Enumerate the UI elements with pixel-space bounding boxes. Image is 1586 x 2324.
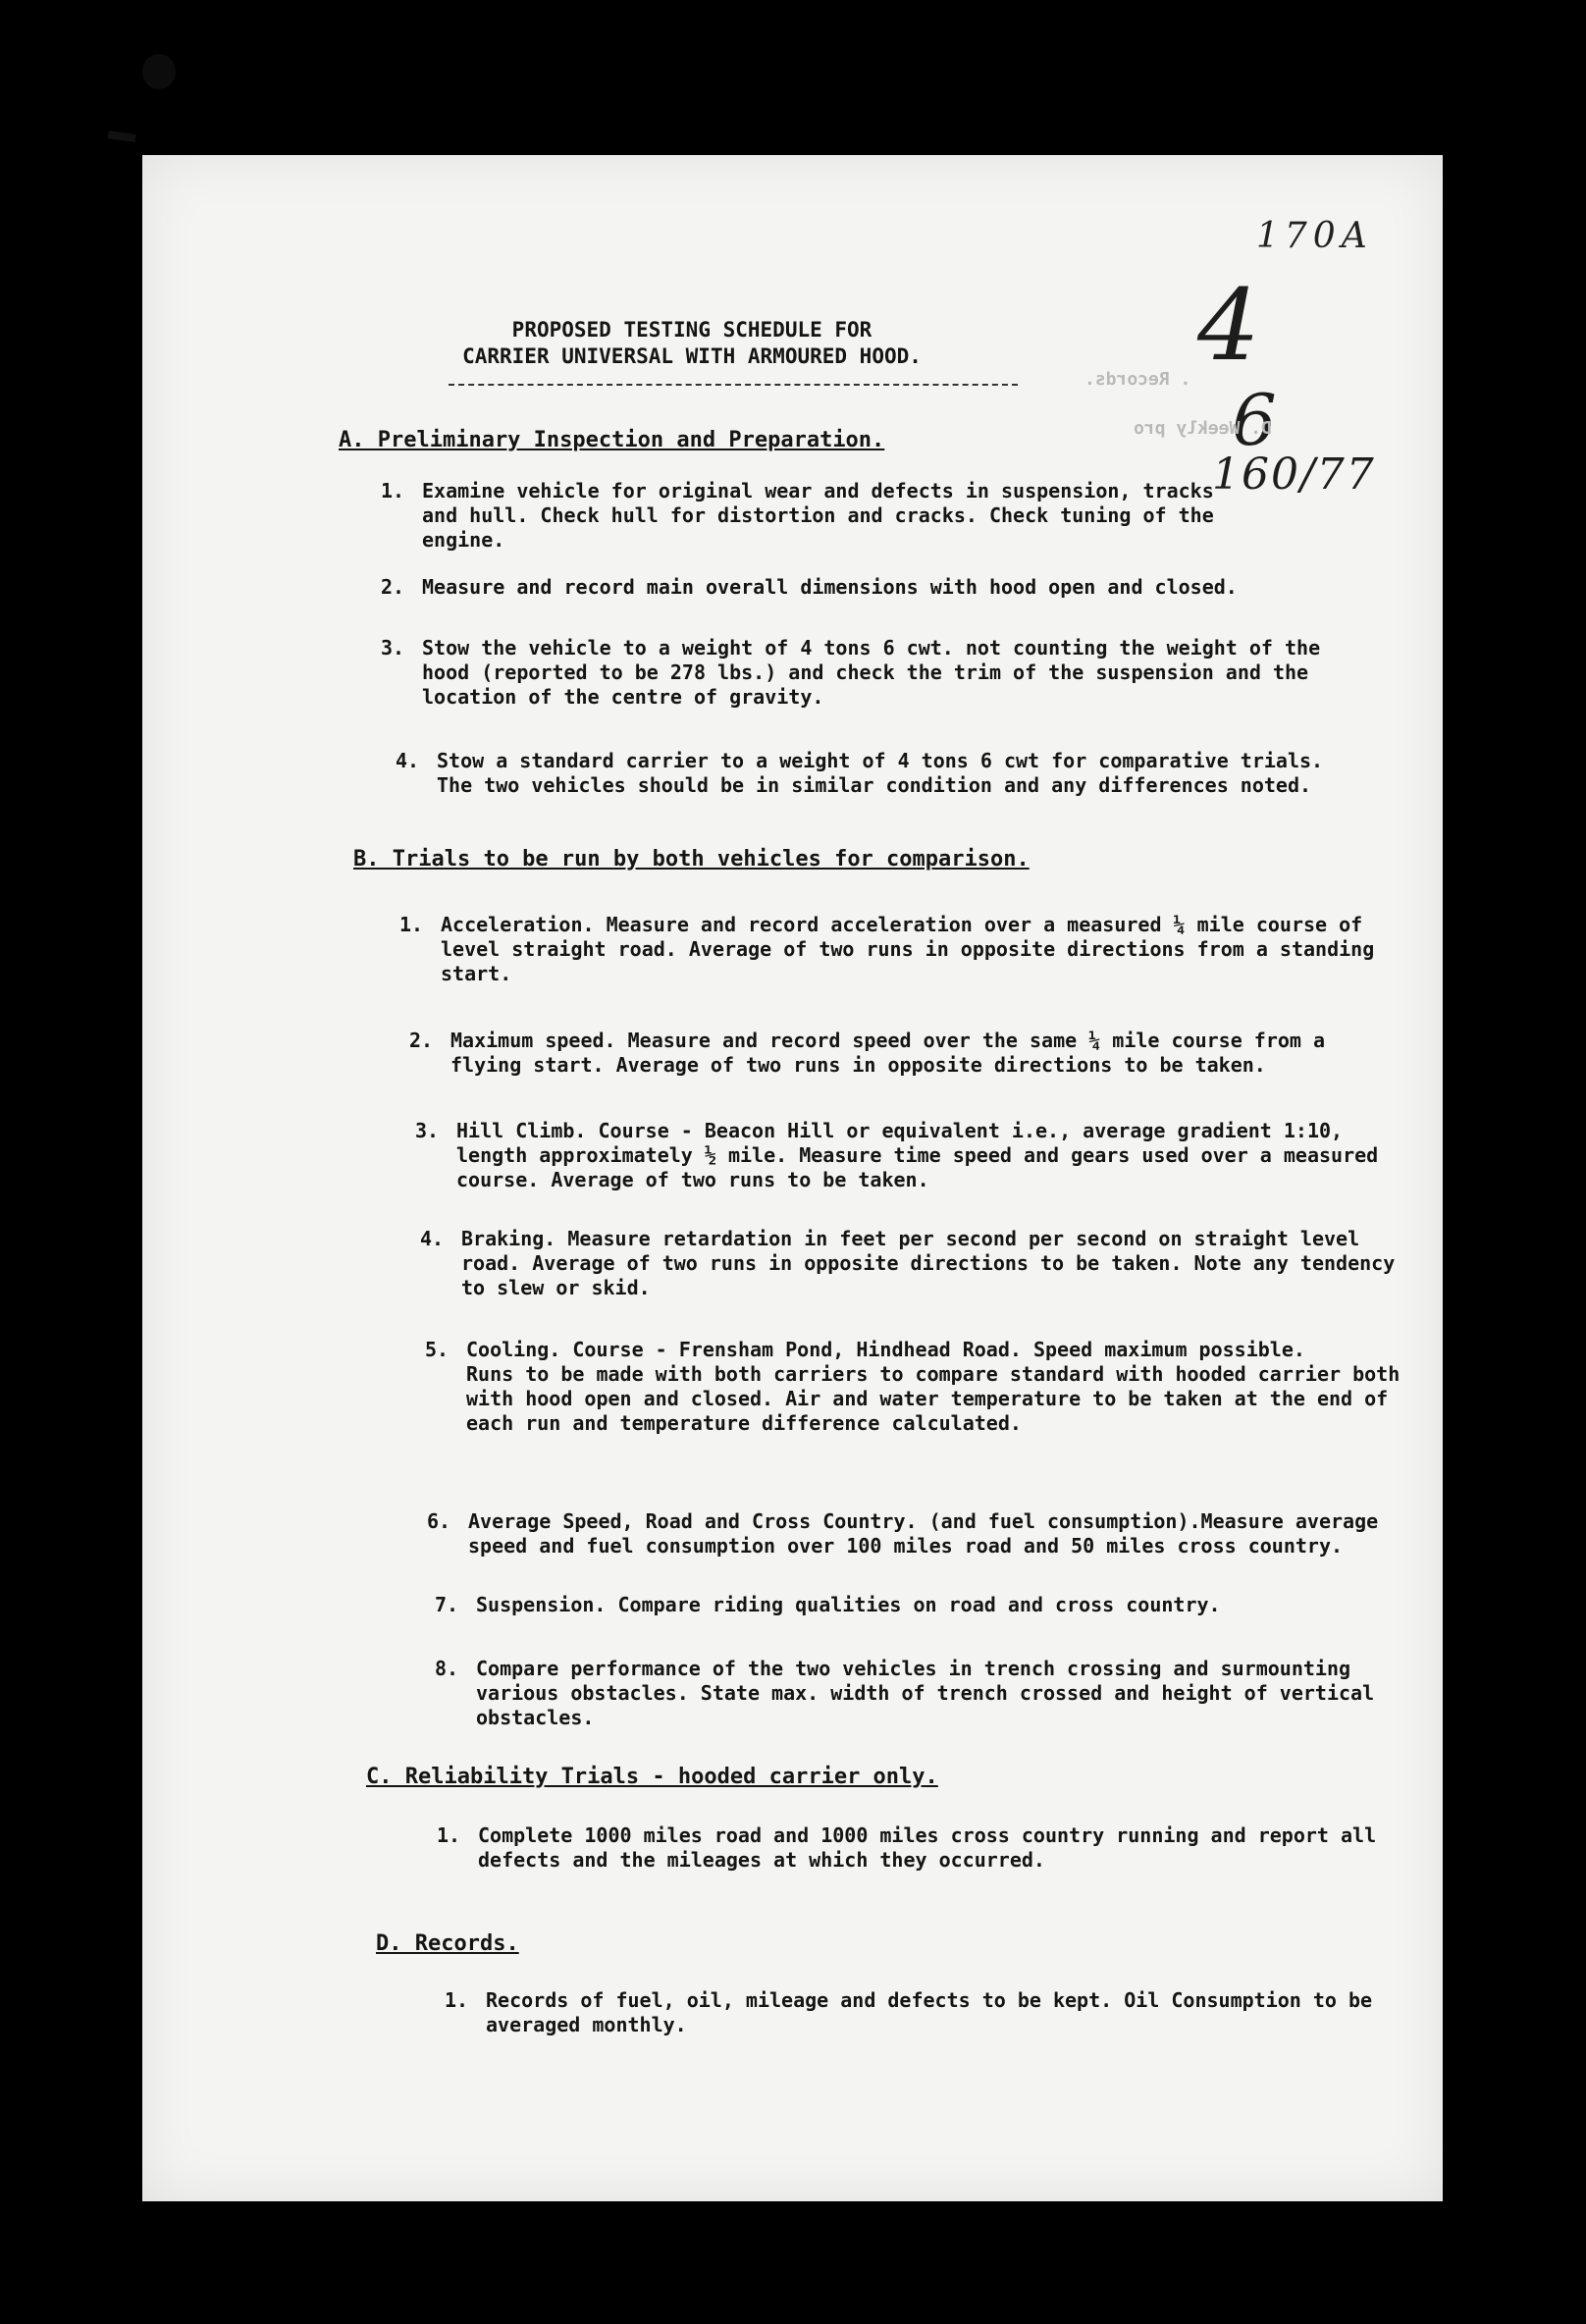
list-item <box>409 1029 1391 1078</box>
bleed-through-text: D. Weekly pro <box>1134 418 1272 439</box>
item-text: Complete 1000 miles road and 1000 miles cross country running and report all defects and the mileages at which they occurred. <box>478 1823 1377 1872</box>
list-item <box>381 636 1323 710</box>
punch-hole <box>142 54 176 89</box>
list-item <box>399 913 1381 986</box>
handwritten-mark-four: 4 <box>1197 268 1260 383</box>
section-heading-d: D. Records. <box>376 1931 519 1956</box>
section-heading-a: A. Preliminary Inspection and Preparation. <box>339 428 885 452</box>
item-number: 4. <box>396 749 420 772</box>
list-item <box>425 1338 1416 1436</box>
list-item <box>437 1823 1399 1873</box>
item-number: 3. <box>381 636 405 660</box>
item-text: Examine vehicle for original wear and defects in suspension, tracks and hull. Check hull for distortion and cracks. Check tuning of the engine. <box>422 479 1214 552</box>
item-number: 1. <box>445 1988 469 2012</box>
list-item <box>415 1119 1406 1192</box>
item-number: 2. <box>381 575 405 599</box>
list-item <box>381 575 1372 600</box>
title-divider <box>449 384 1018 386</box>
page-title <box>437 317 947 370</box>
handwritten-folio-number: 170A <box>1256 216 1373 256</box>
item-number: 7. <box>435 1593 459 1616</box>
document-sheet <box>142 155 1443 2201</box>
item-text: Stow a standard carrier to a weight of 4 tons 6 cwt for comparative trials. The two vehicles should be in similar condition and any differences noted. <box>437 749 1324 797</box>
list-item <box>420 1227 1401 1300</box>
list-item <box>435 1593 1357 1617</box>
section-heading-c: C. Reliability Trials - hooded carrier only. <box>366 1765 938 1789</box>
item-text: Compare performance of the two vehicles in trench crossing and surmounting various obstacles. State max. width of trench crossed and height of vertical obstacles. <box>476 1657 1375 1729</box>
handwritten-reference: 160/77 <box>1212 449 1376 500</box>
list-item <box>396 749 1357 798</box>
title-line-1: PROPOSED TESTING SCHEDULE FOR <box>511 318 872 342</box>
item-number: 8. <box>435 1657 459 1680</box>
list-item <box>445 1988 1406 2037</box>
section-heading-b: B. Trials to be run by both vehicles for comparison. <box>353 847 1030 872</box>
item-number: 3. <box>415 1119 440 1142</box>
item-text: Average Speed, Road and Cross Country. (and fuel consumption).Measure average speed and fuel consumption over 100 miles road and 50 miles cross country. <box>468 1509 1379 1558</box>
title-line-2: CARRIER UNIVERSAL WITH ARMOURED HOOD. <box>462 344 922 368</box>
item-text: Cooling. Course - Frensham Pond, Hindhead Road. Speed maximum possible. Runs to be made with both carriers to compare standard with hooded carrier both with hood open and closed. Air and water temperature to be taken at the end of each run and temperature difference calculated. <box>466 1338 1401 1435</box>
item-text: Hill Climb. Course - Beacon Hill or equivalent i.e., average gradient 1:10, length approximately ½ mile. Measure time speed and gears used over a measured course. Average of two runs to be taken. <box>456 1119 1379 1191</box>
handwritten-mark-six: 6 <box>1232 379 1277 461</box>
list-item <box>435 1657 1426 1730</box>
item-text: Suspension. Compare riding qualities on road and cross country. <box>476 1593 1221 1616</box>
tag-mark <box>108 131 136 142</box>
item-text: Stow the vehicle to a weight of 4 tons 6 cwt. not counting the weight of the hood (reported to be 278 lbs.) and check the trim of the suspension and the location of the centre of gravity. <box>422 636 1321 709</box>
item-text: Maximum speed. Measure and record speed over the same ¼ mile course from a flying start. Average of two runs in opposite directions to be taken. <box>450 1029 1326 1077</box>
item-number: 4. <box>420 1227 445 1250</box>
item-text: Records of fuel, oil, mileage and defects to be kept. Oil Consumption to be averaged monthly. <box>486 1988 1373 2036</box>
item-number: 6. <box>427 1509 451 1533</box>
item-text: Acceleration. Measure and record acceleration over a measured ¼ mile course of level straight road. Average of two runs in opposite directions from a standing start. <box>441 913 1375 985</box>
item-number: 1. <box>399 913 424 936</box>
item-text: Measure and record main overall dimensions with hood open and closed. <box>422 575 1238 599</box>
list-item <box>381 479 1235 553</box>
item-number: 1. <box>437 1823 461 1847</box>
item-number: 2. <box>409 1029 434 1052</box>
item-number: 5. <box>425 1338 449 1361</box>
list-item <box>427 1509 1418 1558</box>
item-text: Braking. Measure retardation in feet per second per second on straight level road. Average of two runs in opposite directions to be taken. Note any tendency to slew or skid. <box>461 1227 1396 1299</box>
bleed-through-text: . Records. <box>1084 369 1191 390</box>
item-number: 1. <box>381 479 405 502</box>
